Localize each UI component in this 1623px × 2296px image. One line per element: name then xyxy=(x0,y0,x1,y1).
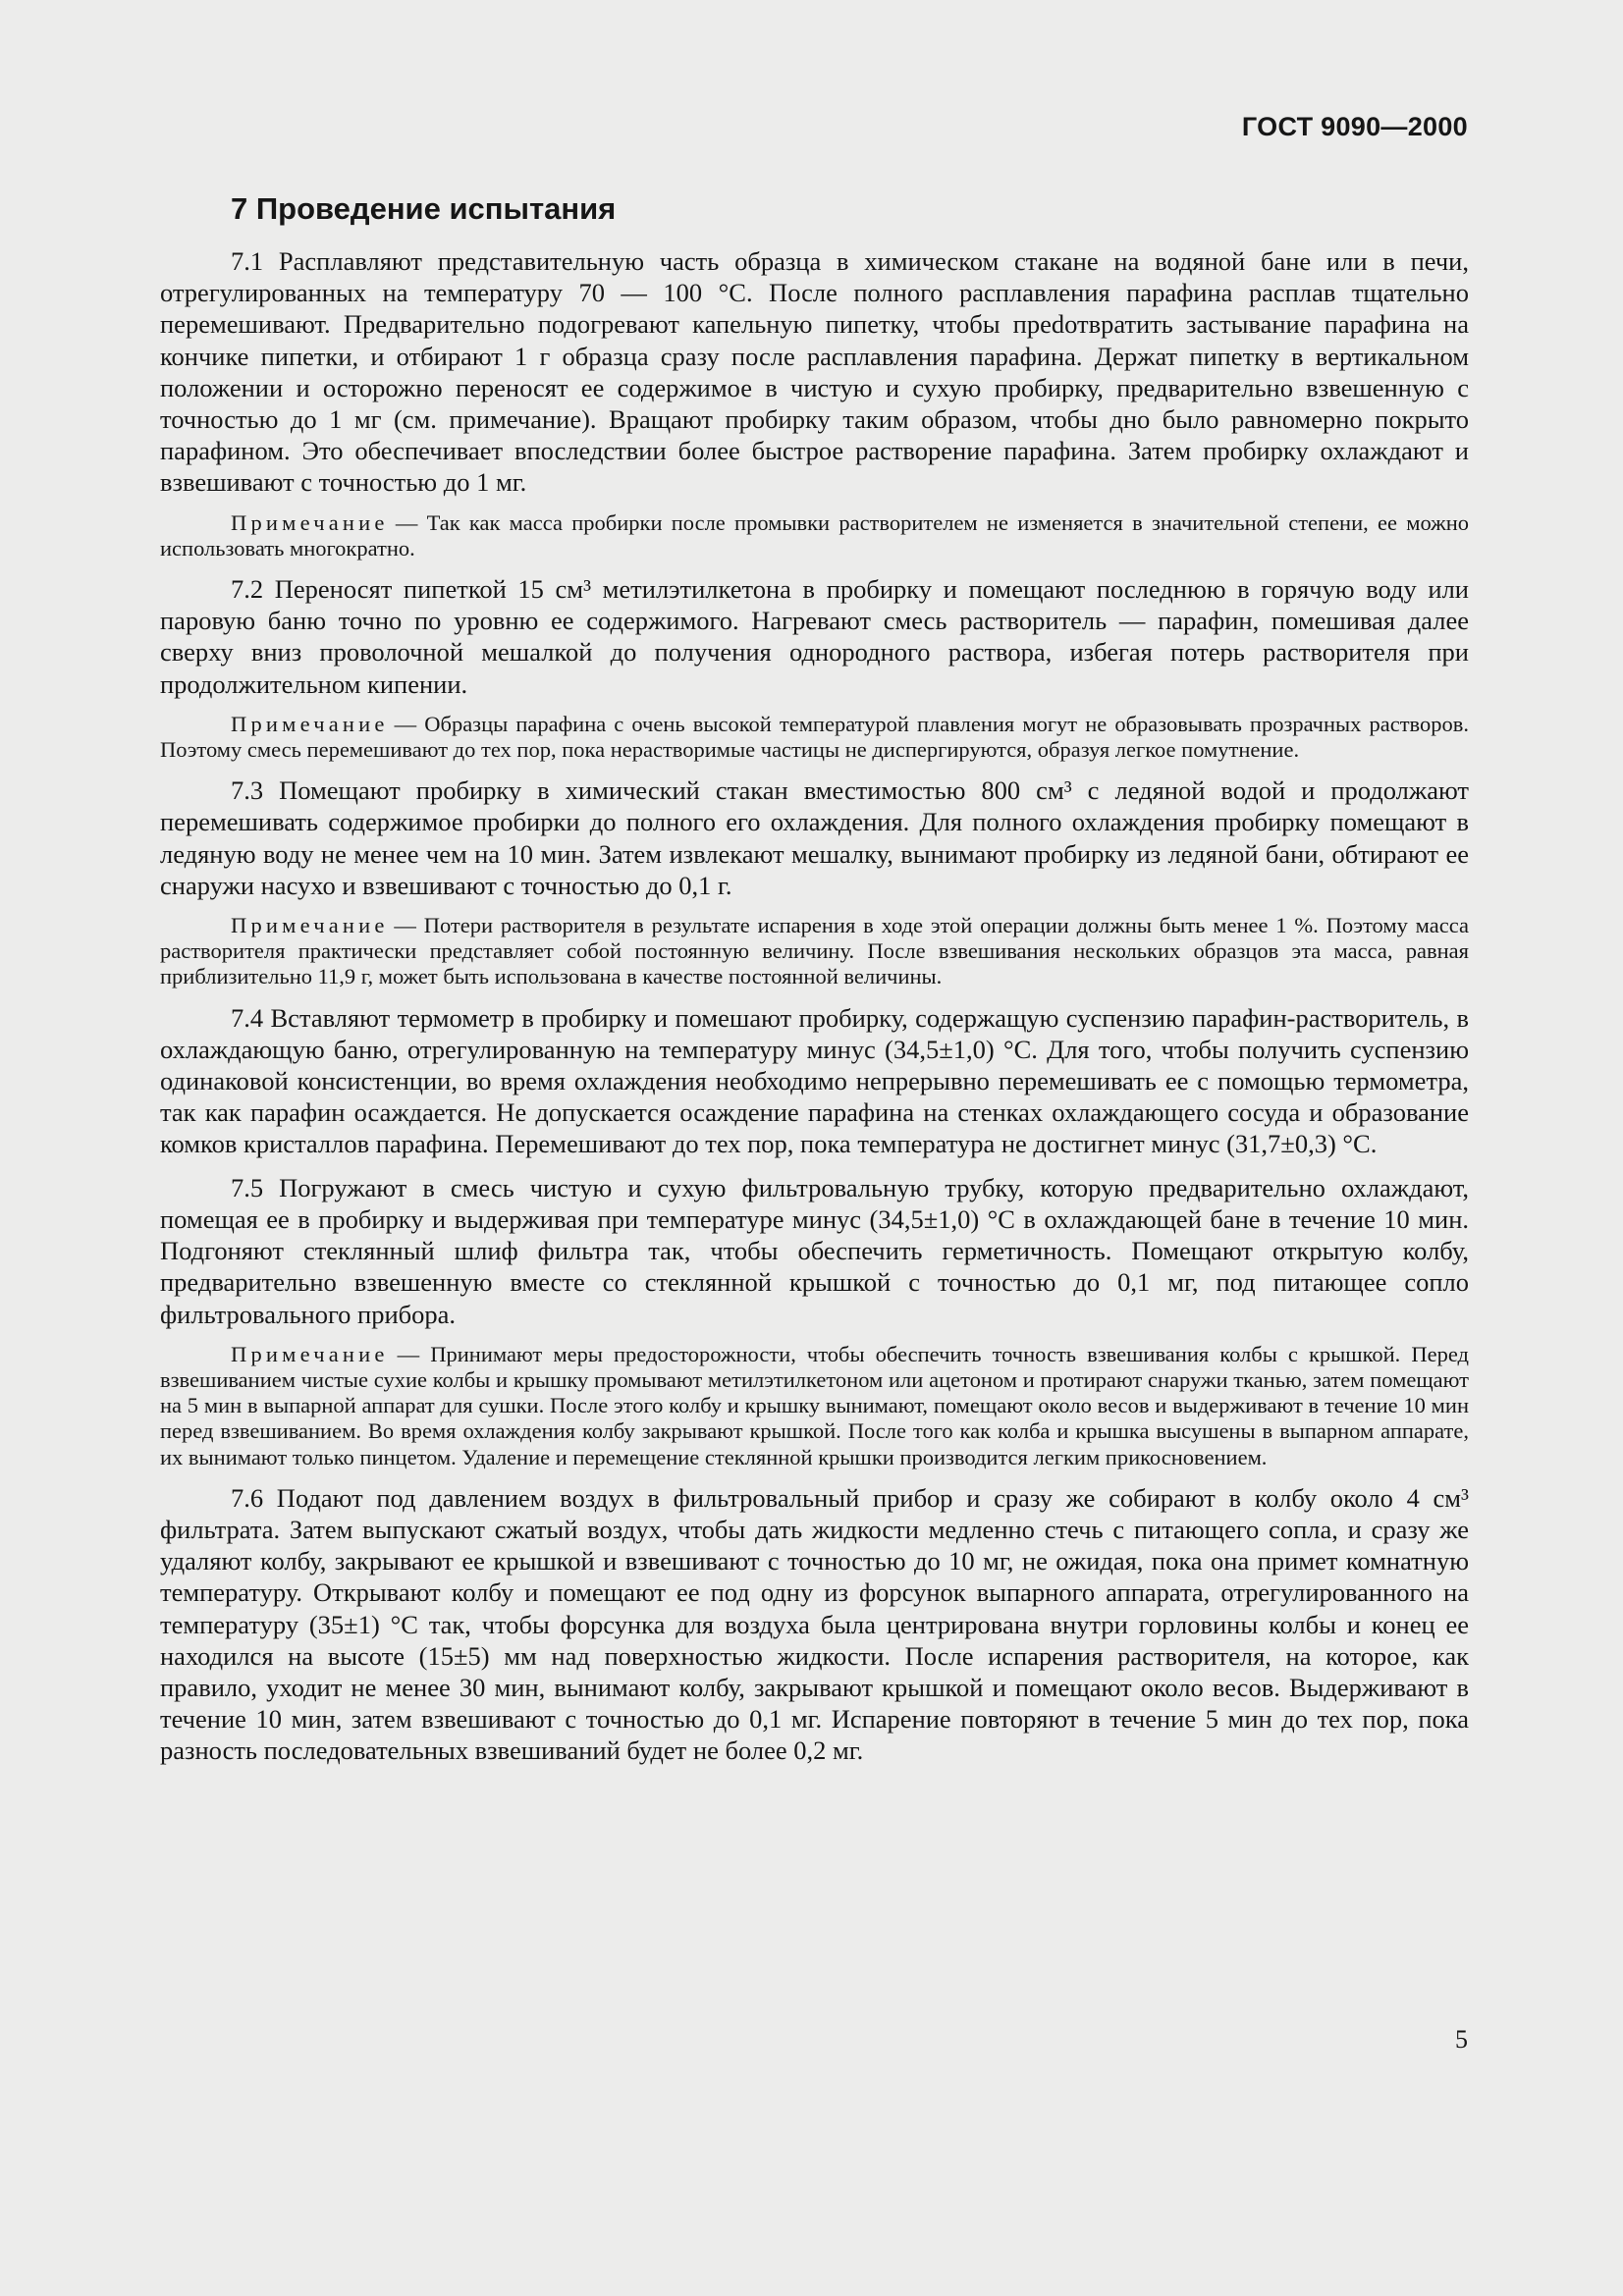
note-text: — Так как масса пробирки после промывки растворителем не изменяется в значительной степени, ее можно использовать многократно. xyxy=(160,509,1469,561)
paragraph-7-4: 7.4 Вставляют термометр в пробирку и помешают пробирку, содержащую суспензию парафин-растворитель, в охлаждающую баню, отрегулированную на температуру минус (34,5±1,0) °С. Для того, чтобы получить суспензию одинаковой консистенции, во время охлаждения необходимо непрерывно перемешивать ее с помощью термометра, так как парафин осаждается. Не допускается осаждение парафина на стенках охлаждающего сосуда и образование комков кристаллов парафина. Перемешивают до тех пор, пока температура не достигнет минус (31,7±0,3) °С. xyxy=(160,1002,1469,1159)
paragraph-7-6: 7.6 Подают под давлением воздух в фильтровальный прибор и сразу же собирают в колбу около 4 см³ фильтрата. Затем выпускают сжатый воздух, чтобы дать жидкости медленно стечь с питающего сопла, и сразу же удаляют колбу, закрывают ее крышкой и взвешивают с точностью до 10 мг, не ожидая, пока она примет комнатную температуру. Открывают колбу и помещают ее под одну из форсунок выпарного аппарата, отрегулированного на температуру (35±1) °С так, чтобы форсунка для воздуха была центрирована внутри горловины колбы и конец ее находился на высоте (15±5) мм над поверхностью жидкости. После испарения растворителя, на которое, как правило, уходит не менее 30 мин, вынимают колбу, закрывают крышкой и помещают около весов. Выдерживают в течение 10 мин, затем взвешивают с точностью до 0,1 мг. Испарение повторяют в течение 5 мин до тех пор, пока разность последовательных взвешиваний будет не более 0,2 мг. xyxy=(160,1482,1469,1766)
note-text: — Потери растворителя в результате испарения в ходе этой операции должны быть менее 1 %. Поэтому масса растворителя практически представляет собой постоянную величину. После взвешивания нескольких образцов эта масса, равная приблизительно 11,9 г, может быть использована в качестве постоянной величины. xyxy=(160,913,1469,989)
page-number: 5 xyxy=(1455,2025,1468,2054)
note-text: — Образцы парафина с очень высокой температурой плавления могут не образовывать прозрачных растворов. Поэтому смесь перемешивают до тех пор, пока нерастворимые частицы не диспергируются, образуя легкое помутнение. xyxy=(160,711,1470,763)
paragraph-7-2: 7.2 Переносят пипеткой 15 см³ метилэтилкетона в пробирку и помещают последнюю в горячую воду или паровую баню точно по уровню ее содержимого. Нагревают смесь растворитель — парафин, помешивая далее сверху вниз проволочной мешалкой до получения однородного раствора, избегая потерь растворителя при продолжительном кипении. xyxy=(160,574,1469,699)
section-title: 7 Проведение испытания xyxy=(231,191,617,226)
note-7-2 xyxy=(160,712,1469,763)
note-text: — Принимают меры предосторожности, чтобы обеспечить точность взвешивания колбы с крышкой. Перед взвешиванием чистые сухие колбы и крышку промывают метилэтилкетоном или ацетоном и протирают снаружи тканью, затем помещают на 5 мин в выпарной аппарат для сушки. После этого колбу и крышку вынимают, помещают около весов и выдерживают в течение 10 мин перед взвешиванием. Во время охлаждения колбу закрывают крышкой. После того как колба и крышка высушены в выпарном аппарате, их вынимают только пинцетом. Удаление и перемещение стеклянной крышки производится легким прикосновением. xyxy=(160,1341,1469,1469)
note-label: Примечание xyxy=(231,913,389,938)
paragraph-7-3: 7.3 Помещают пробирку в химический стакан вместимостью 800 см³ с ледяной водой и продолжают перемешивать содержимое пробирки до полного его охлаждения. Для полного охлаждения пробирку помещают в ледяную воду не менее чем на 10 мин. Затем извлекают мешалку, вынимают пробирку из ледяной бани, обтирают ее снаружи насухо и взвешивают с точностью до 0,1 г. xyxy=(160,775,1469,900)
paragraph-7-1: 7.1 Расплавляют представительную часть образца в химическом стакане на водяной бане или в печи, отрегулированных на температуру 70 — 100 °С. После полного расплавления парафина расплав тщательно перемешивают. Предварительно подогревают капельную пипетку, чтобы преdотвратить застывание парафина на кончике пипетки, и отбирают 1 г образца сразу после расплавления парафина. Держат пипетку в вертикальном положении и осторожно переносят ее содержимое в чистую и сухую пробирку, предварительно взвешенную с точностью до 1 мг (см. примечание). Вращают пробирку таким образом, чтобы дно было равномерно покрыто парафином. Это обеспечивает впоследствии более быстрое растворение парафина. Затем пробирку охлаждают и взвешивают с точностью до 1 мг. xyxy=(160,246,1469,498)
note-label: Примечание xyxy=(231,509,389,535)
note-label: Примечание xyxy=(231,1341,389,1366)
note-7-3 xyxy=(160,913,1469,990)
document-body xyxy=(160,187,1469,1779)
note-label: Примечание xyxy=(231,711,389,736)
note-7-1 xyxy=(160,510,1469,561)
paragraph-7-5: 7.5 Погружают в смесь чистую и сухую фильтровальную трубку, которую предварительно охлаждают, помещая ее в пробирку и выдерживая при температуре минус (34,5±1,0) °С в охлаждающей бане в течение 10 мин. Подгоняют стеклянный шлиф фильтра так, чтобы обеспечить герметичность. Помещают открытую колбу, предварительно взвешенную вместе со стеклянной крышкой с точностью до 0,1 мг, под питающее сопло фильтровального прибора. xyxy=(160,1172,1469,1329)
note-7-5 xyxy=(160,1342,1469,1470)
document-code: ГОСТ 9090—2000 xyxy=(1241,112,1468,141)
